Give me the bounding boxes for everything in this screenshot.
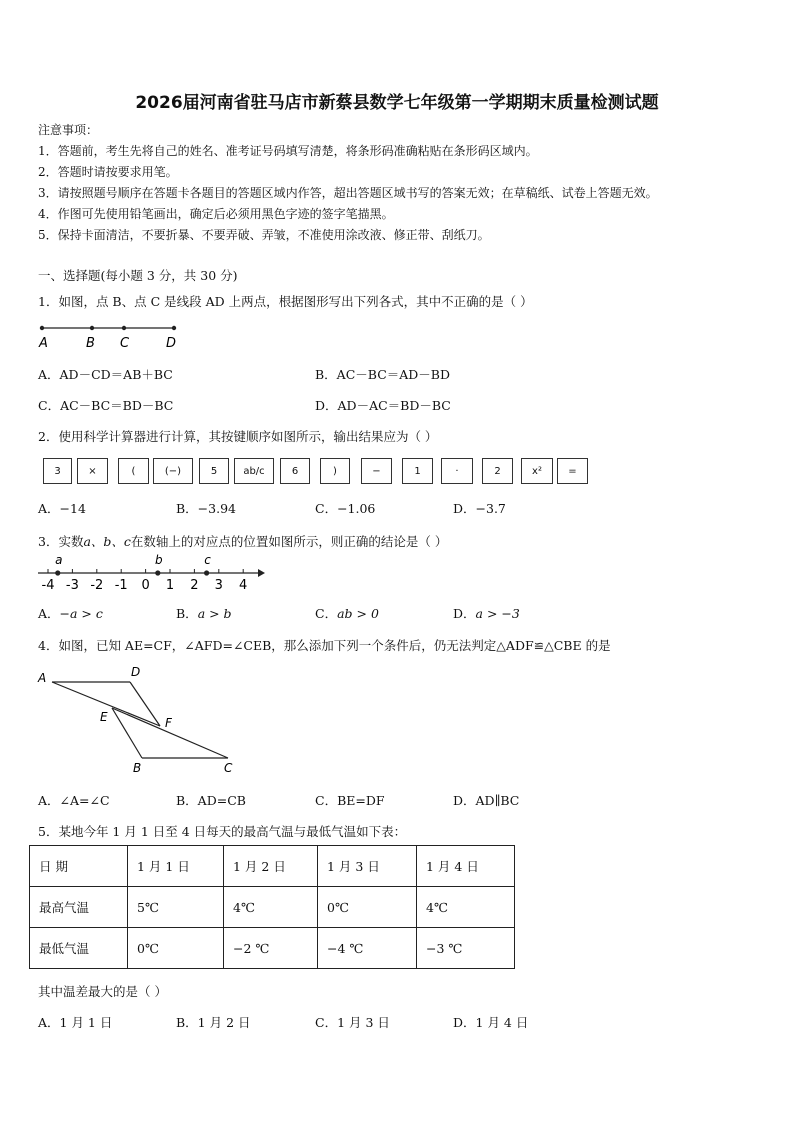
- table-cell: 1 月 4 日: [417, 846, 515, 887]
- q1-option-c: C．AC－BC＝BD－BC: [38, 398, 174, 413]
- q2-stem: 2．使用科学计算器进行计算，其按键顺序如图所示，输出结果应为（ ）: [38, 429, 438, 444]
- table-cell: 4℃: [224, 887, 318, 928]
- table-cell: −2 ℃: [224, 928, 318, 969]
- note-item: 5．保持卡面清洁，不要折暴、不要弄破、弄皱，不准使用涂改液、修正带、刮纸刀。: [38, 228, 490, 242]
- calc-key: ·: [441, 458, 473, 484]
- q4-option-b: B．AD=CB: [176, 793, 246, 808]
- table-cell: 日 期: [30, 846, 128, 887]
- number-line-point-label: b: [154, 553, 163, 567]
- number-line-point: [204, 570, 209, 575]
- q4-option-c: C．BE=DF: [315, 793, 385, 808]
- table-cell: 1 月 3 日: [318, 846, 417, 887]
- section-heading: 一、选择题(每小题 3 分，共 30 分): [38, 268, 238, 283]
- calc-key: ab/c: [234, 458, 274, 484]
- q2-option-d: D．−3.7: [453, 501, 506, 516]
- q4-geometry-figure: [34, 664, 244, 780]
- axis-tick-label: 0: [141, 578, 150, 593]
- axis-tick-label: 3: [214, 578, 223, 593]
- number-line-point-label: a: [55, 553, 63, 567]
- table-row: [30, 928, 515, 969]
- number-line-point: [55, 570, 60, 575]
- point-label-c: C: [120, 336, 130, 351]
- notes-heading: 注意事项：: [38, 123, 99, 137]
- axis-tick-label: -1: [114, 578, 128, 593]
- table-cell: 最低气温: [30, 928, 128, 969]
- number-line-point: [155, 570, 160, 575]
- q3-option-d-label: D．: [453, 606, 476, 621]
- point-label-e: E: [100, 710, 108, 724]
- calc-key: −: [361, 458, 392, 484]
- q5-question: 其中温差最大的是（ ）: [38, 984, 167, 999]
- axis-tick-label: 4: [239, 578, 248, 593]
- q5-option-d: D．1 月 4 日: [453, 1015, 529, 1030]
- table-cell: 1 月 2 日: [224, 846, 318, 887]
- axis-tick-label: -3: [65, 578, 79, 593]
- point-label-c: C: [224, 761, 233, 775]
- table-cell: 0℃: [318, 887, 417, 928]
- table-cell: −4 ℃: [318, 928, 417, 969]
- q3-option-a-expr: −a > c: [59, 606, 103, 621]
- point-label-a: A: [38, 671, 47, 685]
- table-cell: 4℃: [417, 887, 515, 928]
- q1-segment-figure: [34, 318, 194, 352]
- calc-key: ): [320, 458, 350, 484]
- q4-option-d: D．AD∥BC: [453, 793, 520, 808]
- point-label-b: B: [86, 336, 95, 351]
- q3-stem-suffix: 在数轴上的对应点的位置如图所示，则正确的结论是（ ）: [130, 534, 448, 549]
- note-item: 4．作图可先使用铅笔画出，确定后必须用黑色字迹的签字笔描黑。: [38, 207, 394, 221]
- q3-option-a-label: A．: [38, 606, 60, 621]
- point-label-d: D: [166, 336, 177, 351]
- q5-stem: 5．某地今年 1 月 1 日至 4 日每天的最高气温与最低气温如下表：: [38, 824, 407, 839]
- page-title: 2026届河南省驻马店市新蔡县数学七年级第一学期期末质量检测试题: [135, 93, 659, 113]
- point-label-b: B: [133, 761, 142, 775]
- table-cell: −3 ℃: [417, 928, 515, 969]
- q2-option-c: C．−1.06: [315, 501, 376, 516]
- axis-tick-label: 1: [165, 578, 175, 593]
- point-label-f: F: [165, 716, 172, 730]
- calc-key: (: [118, 458, 149, 484]
- q3-option-c-expr: ab > 0: [337, 606, 379, 621]
- q3-option-c-label: C．: [315, 606, 338, 621]
- q3-stem-prefix: 3．实数: [38, 534, 84, 549]
- q1-option-a: A．AD－CD＝AB＋BC: [38, 367, 173, 382]
- table-cell: 1 月 1 日: [128, 846, 224, 887]
- q1-option-b: B．AC－BC＝AD－BD: [315, 367, 451, 382]
- calc-key: ×: [77, 458, 108, 484]
- note-item: 3．请按照题号顺序在答题卡各题目的答题区域内作答，超出答题区域书写的答案无效；在草稿纸、试卷上答题无效。: [38, 186, 658, 200]
- q5-option-b: B．1 月 2 日: [176, 1015, 251, 1030]
- q2-option-a: A．−14: [38, 501, 86, 516]
- q4-option-a: A．∠A=∠C: [38, 793, 110, 808]
- q3-stem-vars: a、b、c: [83, 534, 131, 549]
- q5-option-a: A．1 月 1 日: [38, 1015, 113, 1030]
- axis-tick-label: -4: [41, 578, 55, 593]
- calc-key: (−): [153, 458, 193, 484]
- point-label-a: A: [39, 336, 48, 351]
- q1-option-d: D．AD－AC＝BD－BC: [315, 398, 451, 413]
- table-row: [30, 846, 515, 887]
- table-cell: 0℃: [128, 928, 224, 969]
- point-label-d: D: [131, 665, 141, 679]
- calc-key: 6: [280, 458, 310, 484]
- q1-stem: 1．如图，点 B、点 C 是线段 AD 上两点，根据图形写出下列各式，其中不正确的是（ ）: [38, 294, 533, 309]
- calc-key: =: [557, 458, 588, 484]
- calc-key: 5: [199, 458, 229, 484]
- calc-key: 2: [482, 458, 513, 484]
- q5-option-c: C．1 月 3 日: [315, 1015, 390, 1030]
- table-row: [30, 887, 515, 928]
- axis-tick-label: 2: [190, 578, 199, 593]
- table-cell: 最高气温: [30, 887, 128, 928]
- temperature-table: [29, 845, 515, 969]
- q3-option-b-expr: a > b: [197, 606, 232, 621]
- table-cell: 5℃: [128, 887, 224, 928]
- note-item: 1．答题前，考生先将自己的姓名、准考证号码填写清楚，将条形码准确粘贴在条形码区域内。: [38, 144, 538, 158]
- calc-key: 3: [43, 458, 72, 484]
- q3-option-b-label: B．: [176, 606, 198, 621]
- axis-tick-label: -2: [90, 578, 104, 593]
- note-item: 2．答题时请按要求用笔。: [38, 165, 178, 179]
- number-line-point-label: c: [204, 553, 211, 567]
- calc-key: 1: [402, 458, 433, 484]
- q2-option-b: B．−3.94: [176, 501, 236, 516]
- calc-key: x²: [521, 458, 553, 484]
- q4-stem: 4．如图，已知 AE=CF，∠AFD=∠CEB，那么添加下列一个条件后，仍无法判定△ADF≌△CBE 的是: [38, 638, 611, 653]
- q3-option-d-expr: a > −3: [475, 606, 520, 621]
- q3-number-line: [34, 552, 266, 594]
